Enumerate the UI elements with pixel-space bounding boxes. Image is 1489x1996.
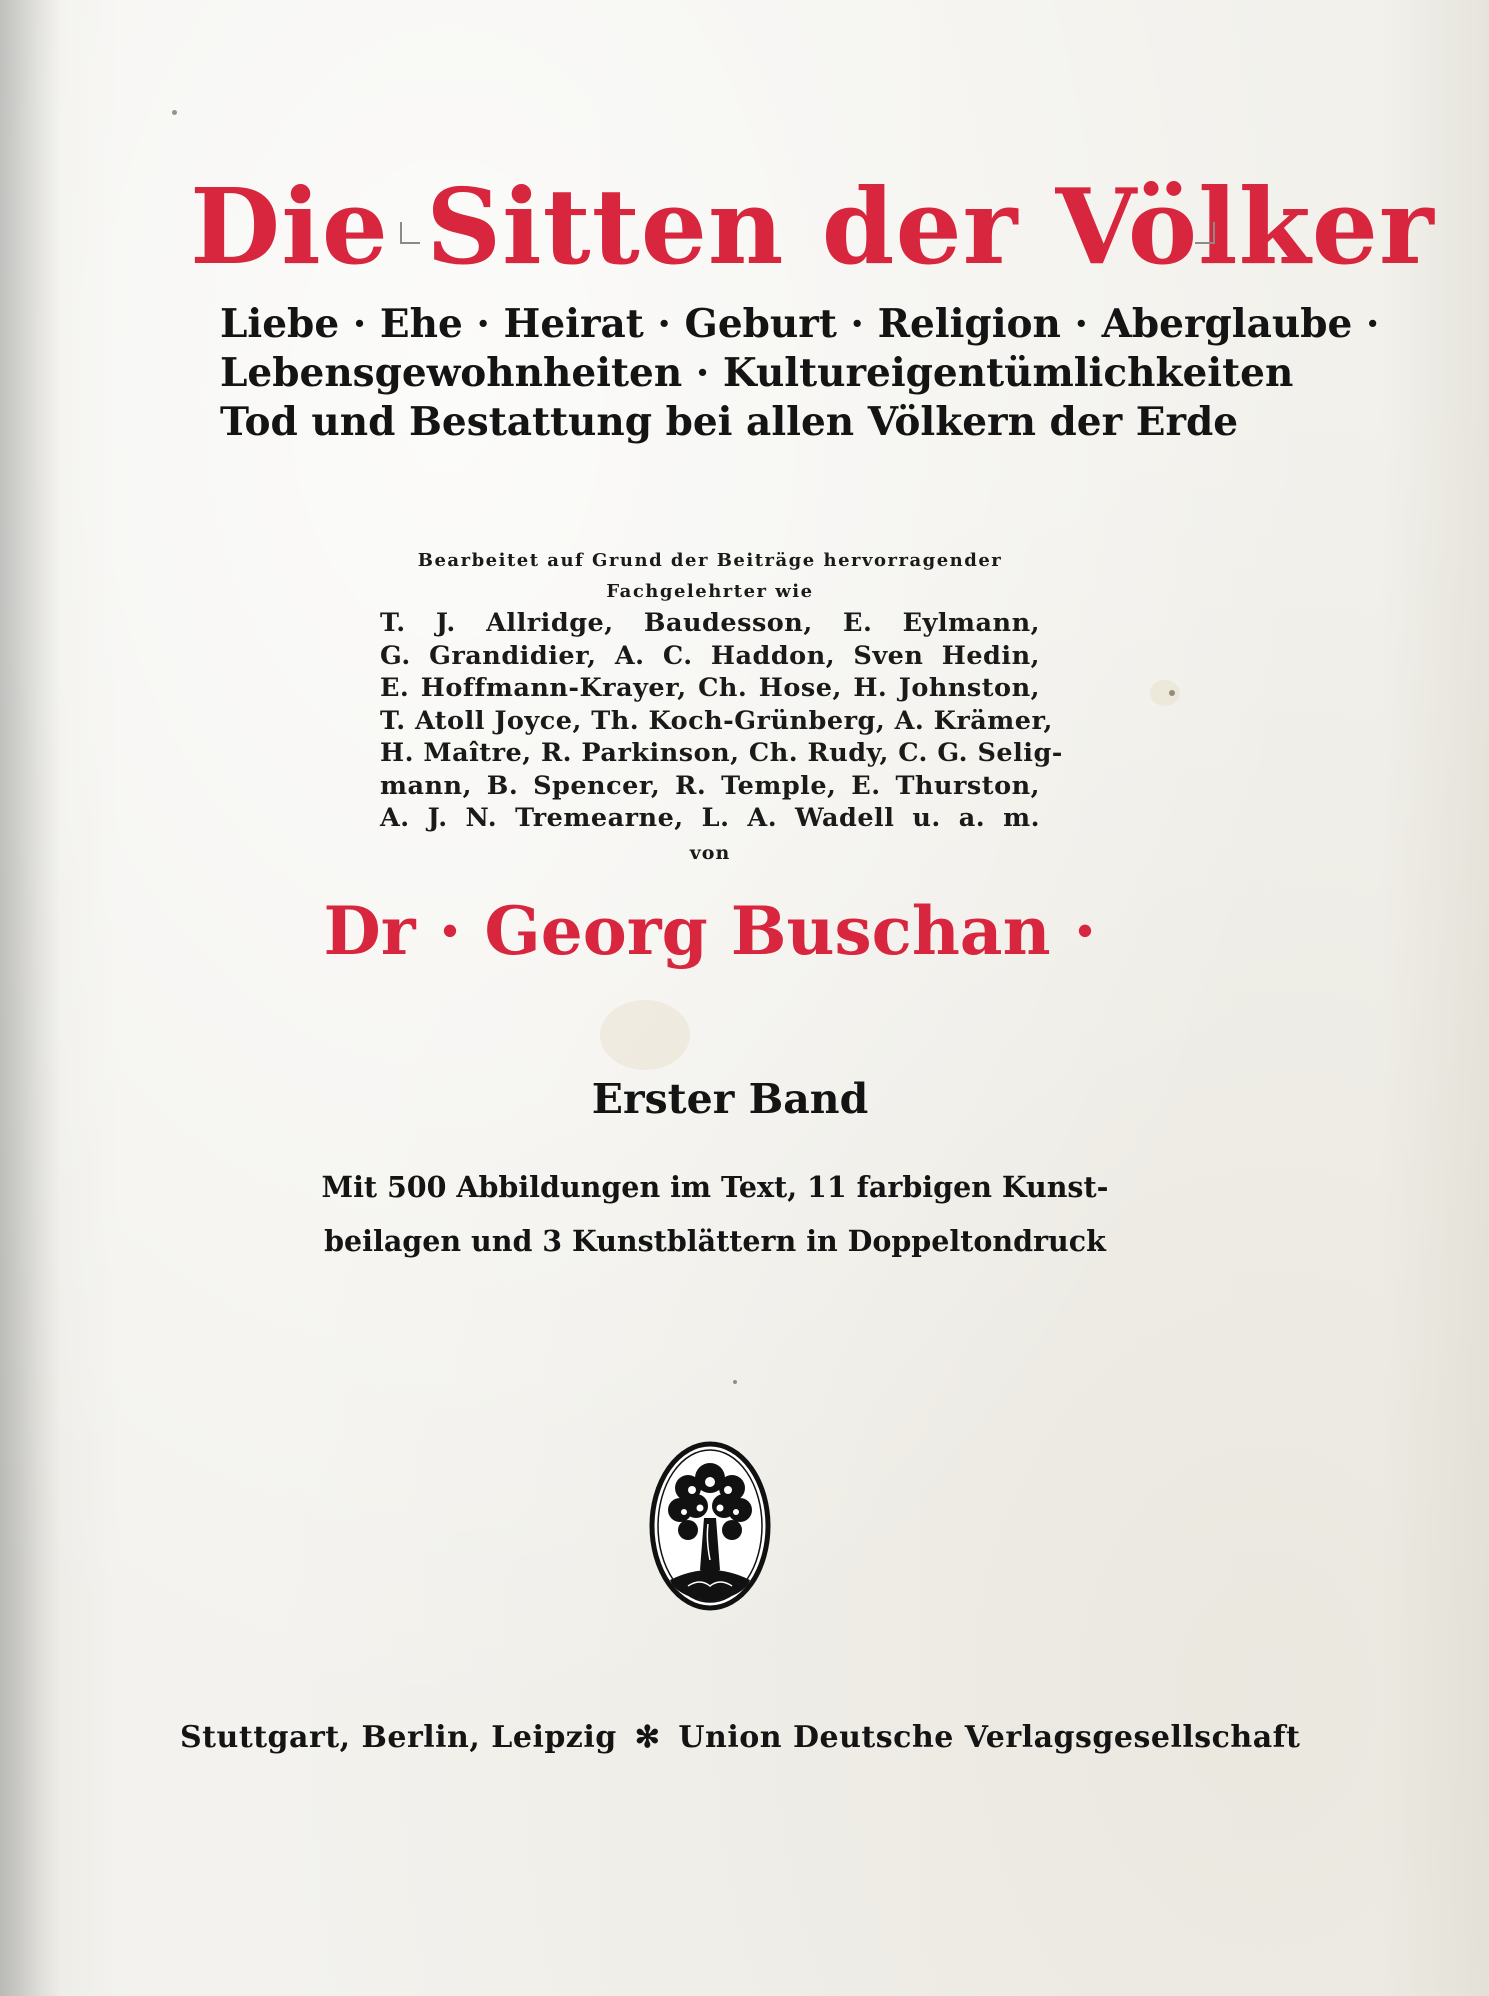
book-subtitle — [220, 300, 1380, 447]
volume-label: Erster Band — [591, 1075, 869, 1123]
title-corner-mark — [400, 222, 420, 244]
contributor-names-line: G. Grandidier, A. C. Haddon, Sven Hedin, — [380, 640, 1040, 671]
subtitle-line: Tod und Bestattung bei allen Völkern der Erde — [220, 399, 1239, 445]
imprint-places: Stuttgart, Berlin, Leipzig — [180, 1720, 617, 1755]
illustrations-line: beilagen und 3 Kunstblättern in Doppeltondruck — [324, 1224, 1106, 1258]
contributor-names-line: T. Atoll Joyce, Th. Koch-Grünberg, A. Krämer, — [380, 705, 1053, 736]
von-label: von — [689, 841, 731, 864]
paper-speck — [1169, 690, 1175, 696]
contributors-intro: Fachgelehrter wie — [606, 581, 814, 602]
contributor-names-line: A. J. N. Tremearne, L. A. Wadell u. a. m. — [380, 803, 1040, 833]
author-name: Dr · Georg Buschan · — [323, 892, 1097, 970]
publisher-imprint — [180, 1720, 1301, 1755]
imprint-separator: ✻ — [634, 1720, 661, 1755]
page-spine-shadow — [0, 0, 60, 1996]
contributor-names-line: T. J. Allridge, Baudesson, E. Eylmann, — [380, 608, 1040, 638]
book-title: Die Sitten der Völker — [190, 164, 1435, 288]
oak-tree-oval-emblem-icon — [648, 1440, 772, 1612]
contributor-names-line: H. Maître, R. Parkinson, Ch. Rudy, C. G. Selig- — [380, 738, 1063, 768]
paper-speck — [733, 1380, 737, 1384]
contributors-intro: Bearbeitet auf Grund der Beiträge hervorragender — [417, 550, 1003, 571]
paper-stain — [1150, 680, 1180, 706]
paper-speck — [172, 110, 177, 115]
contributors-block — [380, 545, 1063, 869]
contributor-names-line: E. Hoffmann-Krayer, Ch. Hose, H. Johnston, — [380, 673, 1040, 703]
illustrations-line: Mit 500 Abbildungen im Text, 11 farbigen Kunst- — [321, 1170, 1109, 1204]
imprint-publisher: Union Deutsche Verlagsgesellschaft — [678, 1720, 1301, 1755]
contributor-names-line: mann, B. Spencer, R. Temple, E. Thurston, — [380, 770, 1040, 801]
illustrations-note — [300, 1160, 1130, 1268]
subtitle-line: Liebe · Ehe · Heirat · Geburt · Religion · Aberglaube · — [220, 301, 1380, 347]
subtitle-line: Lebensgewohnheiten · Kultureigentümlichkeiten — [220, 350, 1294, 396]
title-corner-mark — [1195, 222, 1215, 244]
paper-stain — [600, 1000, 690, 1070]
